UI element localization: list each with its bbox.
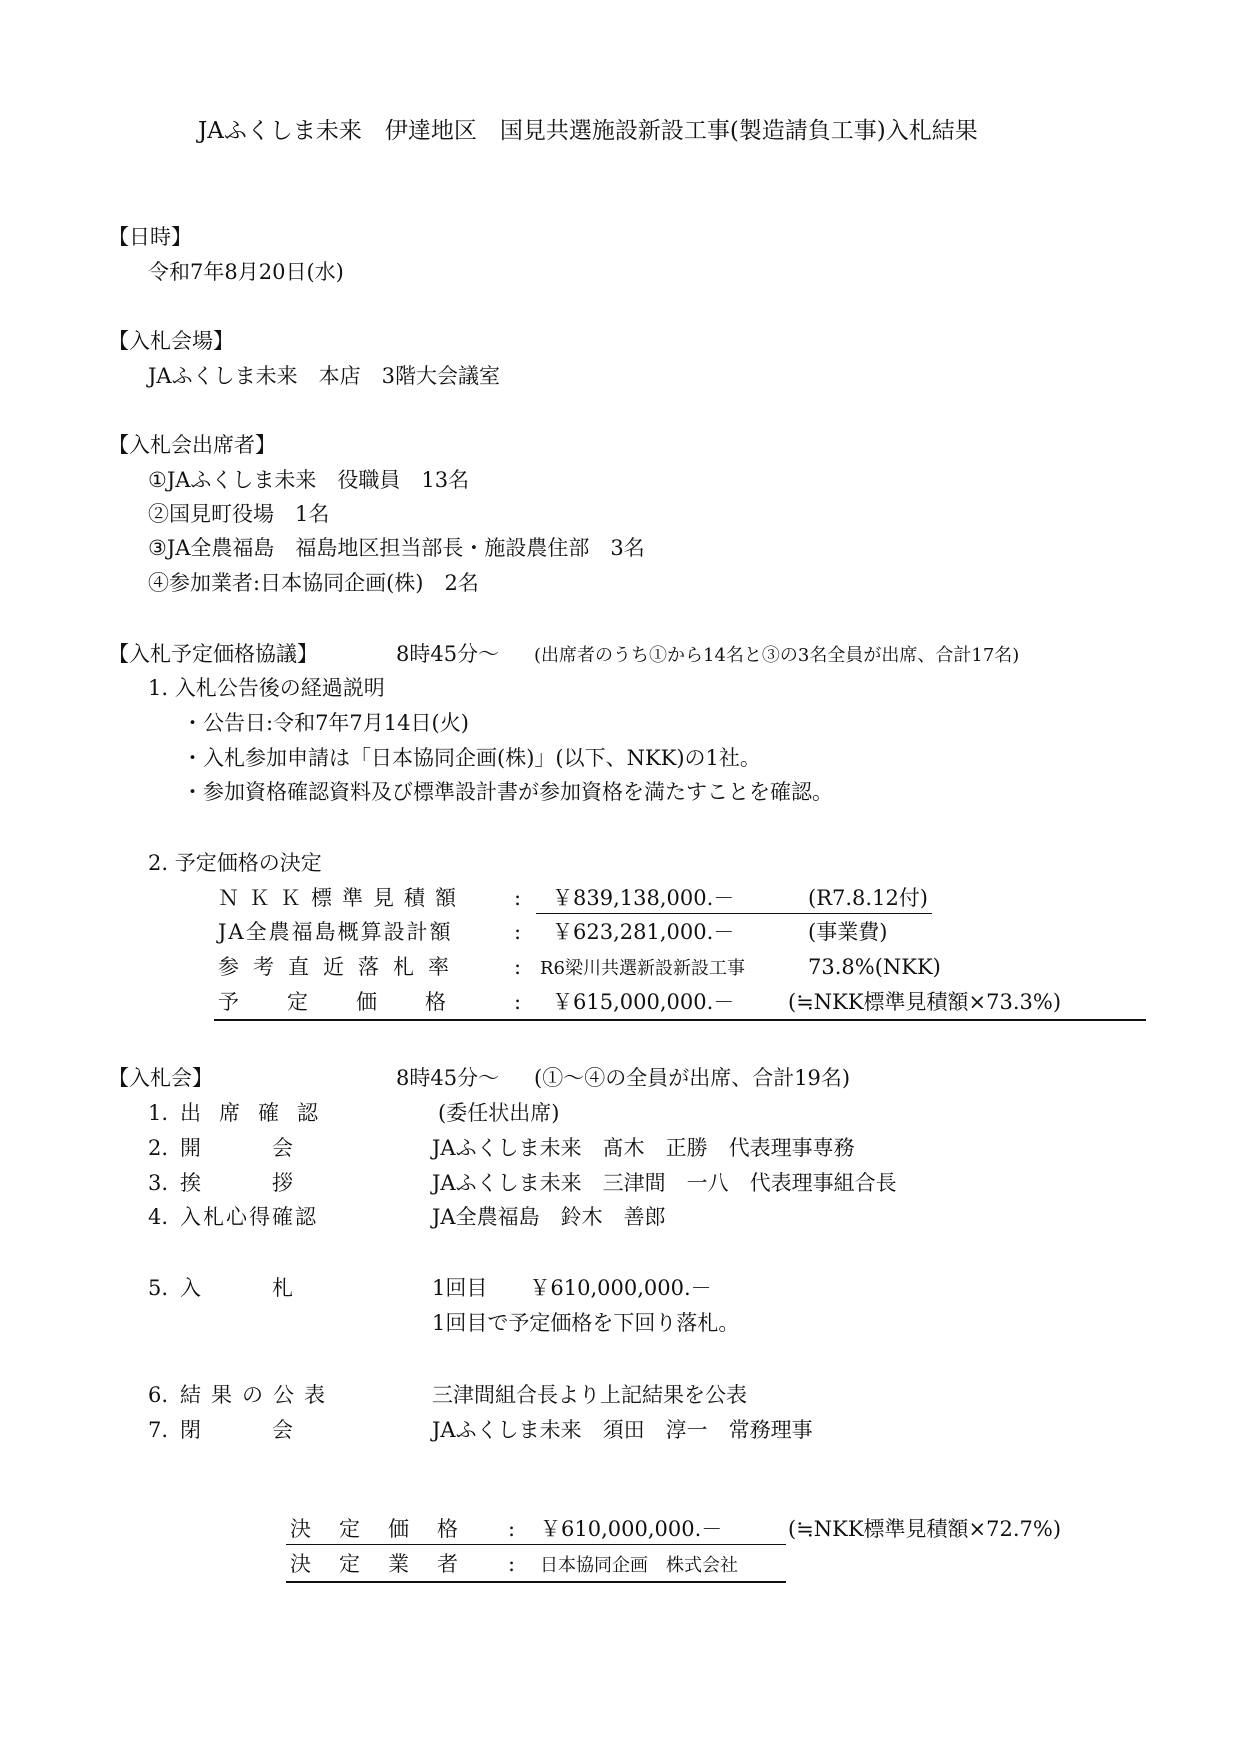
underline — [286, 1581, 786, 1583]
agenda-num: 1. — [148, 1101, 169, 1125]
page-title: JAふくしま未来 伊達地区 国見共選施設新設工事(製造請負工事)入札結果 — [198, 118, 978, 144]
agenda-num: 6. — [148, 1383, 169, 1407]
underline — [214, 1019, 1146, 1021]
agenda-label: 挨 拶 — [180, 1171, 295, 1195]
agenda-label: 入札心得確認 — [180, 1205, 318, 1229]
agenda-num: 7. — [148, 1418, 169, 1442]
colon: : — [514, 955, 522, 979]
nkk-estimate-note: (R7.8.12付) — [808, 886, 928, 910]
price-discussion-time: 8時45分～ — [396, 642, 500, 666]
planned-price-value: ￥615,000,000.－ — [552, 990, 735, 1014]
agenda-value: JAふくしま未来 須田 淳一 常務理事 — [432, 1418, 813, 1442]
result-vendor-label: 決定業者 — [290, 1552, 486, 1576]
agenda-num: 5. — [148, 1276, 169, 1300]
planned-price-label: 予定価格 — [218, 990, 494, 1014]
colon: : — [508, 1517, 516, 1541]
reference-rate-label: 参考直近落札率 — [218, 955, 463, 979]
design-estimate-note: (事業費) — [808, 920, 888, 944]
agenda-value: JA全農福島 鈴木 善郎 — [432, 1205, 666, 1229]
venue-value: JAふくしま未来 本店 3階大会議室 — [148, 364, 500, 388]
price-discussion-heading: 【入札予定価格協議】 — [108, 642, 318, 666]
agenda-label: 閉 会 — [180, 1418, 295, 1442]
attendee-item: ②国見町役場 1名 — [148, 502, 330, 526]
result-vendor-value: 日本協同企画 株式会社 — [540, 1555, 738, 1576]
agenda-value: 三津間組合長より上記結果を公表 — [432, 1383, 747, 1407]
result-price-label: 決定価格 — [290, 1517, 486, 1541]
attendee-item: ④参加業者:日本協同企画(株) 2名 — [148, 571, 479, 595]
reference-rate-note: 73.8%(NKK) — [808, 955, 941, 979]
bid-meeting-time: 8時45分～ — [396, 1066, 500, 1090]
colon: : — [514, 920, 522, 944]
agenda-value: JAふくしま未来 髙木 正勝 代表理事専務 — [432, 1136, 855, 1160]
agenda-value: (委任状出席) — [438, 1101, 560, 1125]
design-estimate-value: ￥623,281,000.－ — [552, 920, 735, 944]
agenda-label: 出席確認 — [180, 1101, 336, 1125]
design-estimate-label: JA全農福島概算設計額 — [218, 920, 453, 944]
bid-meeting-heading: 【入札会】 — [108, 1066, 213, 1090]
underline — [286, 1544, 786, 1545]
reference-rate-value: R6梁川共選新設新設工事 — [540, 958, 746, 979]
agenda-value: JAふくしま未来 三津間 一八 代表理事組合長 — [432, 1171, 897, 1195]
explanation-bullet: ・公告日:令和7年7月14日(火) — [182, 711, 469, 735]
colon: : — [514, 990, 522, 1014]
datetime-heading: 【日時】 — [108, 225, 192, 249]
explanation-bullet: ・参加資格確認資料及び標準設計書が参加資格を満たすことを確認。 — [182, 780, 833, 804]
agenda-value: 1回目 ￥610,000,000.－ — [432, 1276, 712, 1300]
colon: : — [514, 886, 522, 910]
result-price-value: ￥610,000,000.－ — [540, 1517, 723, 1541]
agenda-value-2: 1回目で予定価格を下回り落札。 — [432, 1311, 740, 1335]
explanation-bullet: ・入札参加申請は「日本協同企画(株)」(以下、NKK)の1社。 — [182, 746, 761, 770]
planned-price-note: (≒NKK標準見積額×73.3%) — [788, 990, 1062, 1014]
explanation-label: 1. 入札公告後の経過説明 — [148, 676, 385, 700]
result-price-note: (≒NKK標準見積額×72.7%) — [788, 1517, 1062, 1541]
underline — [536, 913, 932, 914]
agenda-num: 4. — [148, 1205, 169, 1229]
agenda-label: 開 会 — [180, 1136, 295, 1160]
agenda-num: 2. — [148, 1136, 169, 1160]
attendee-item: ①JAふくしま未来 役職員 13名 — [148, 468, 470, 492]
agenda-label: 入 札 — [180, 1276, 295, 1300]
price-discussion-note: (出席者のうち①から14名と③の3名全員が出席、合計17名) — [534, 645, 1020, 666]
venue-heading: 【入札会場】 — [108, 329, 234, 353]
colon: : — [508, 1552, 516, 1576]
agenda-num: 3. — [148, 1171, 169, 1195]
nkk-estimate-value: ￥839,138,000.－ — [552, 886, 735, 910]
nkk-estimate-label: ＮＫＫ標準見積額 — [218, 886, 466, 910]
attendees-heading: 【入札会出席者】 — [108, 433, 276, 457]
attendee-item: ③JA全農福島 福島地区担当部長・施設農住部 3名 — [148, 536, 645, 560]
datetime-value: 令和7年8月20日(水) — [148, 260, 344, 284]
price-decision-label: 2. 予定価格の決定 — [148, 851, 322, 875]
agenda-label: 結果の公表 — [180, 1383, 335, 1407]
bid-meeting-note: (①～④の全員が出席、合計19名) — [534, 1066, 851, 1090]
